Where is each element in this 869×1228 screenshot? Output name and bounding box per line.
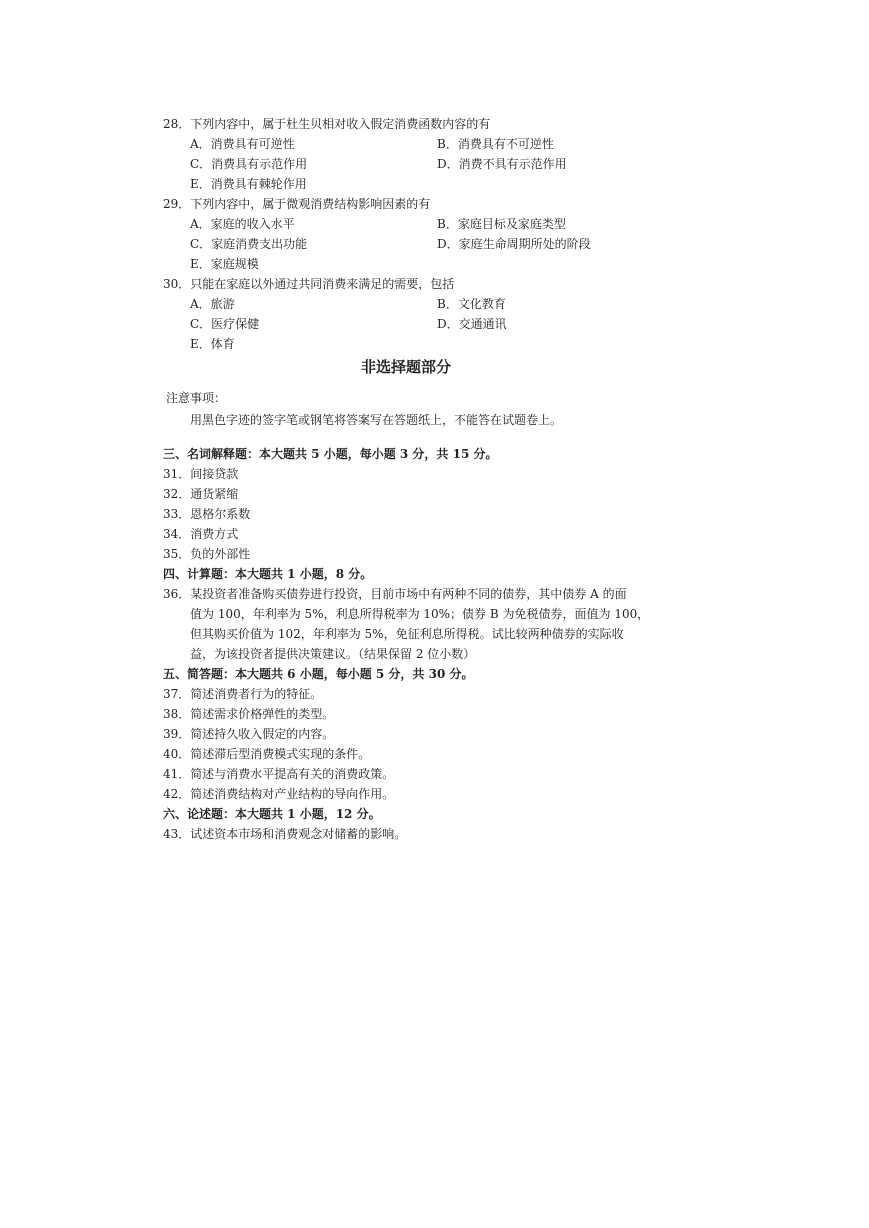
question-32: 32．通货紧缩 (163, 487, 239, 501)
question-29-stem: 29．下列内容中，属于微观消费结构影响因素的有 (163, 197, 431, 211)
question-30-option-b: B．文化教育 (437, 297, 506, 311)
question-34: 34．消费方式 (163, 527, 239, 541)
question-29-option-d: D．家庭生命周期所处的阶段 (437, 237, 591, 251)
question-28-option-b: B．消费具有不可逆性 (437, 137, 554, 151)
question-29-option-c: C．家庭消费支出功能 (190, 237, 308, 251)
question-30-option-e: E．体育 (190, 337, 235, 351)
question-29-option-a: A．家庭的收入水平 (190, 217, 295, 231)
question-39: 39．简述持久收入假定的内容。 (163, 727, 335, 741)
question-37: 37．简述消费者行为的特征。 (163, 687, 323, 701)
notice-heading: 注意事项： (166, 391, 227, 405)
question-28-stem: 28．下列内容中，属于杜生贝相对收入假定消费函数内容的有 (163, 117, 491, 131)
question-29-option-b: B．家庭目标及家庭类型 (437, 217, 566, 231)
question-30-option-d: D．交通通讯 (437, 317, 507, 331)
section-6-heading: 六、论述题：本大题共 1 小题，12 分。 (163, 807, 381, 821)
question-28-option-d: D．消费不具有示范作用 (437, 157, 567, 171)
section-5-heading: 五、简答题：本大题共 6 小题，每小题 5 分，共 30 分。 (163, 667, 474, 681)
section-3-heading: 三、名词解释题：本大题共 5 小题，每小题 3 分，共 15 分。 (163, 447, 498, 461)
part-title: 非选择题部分 (361, 358, 452, 376)
question-42: 42．简述消费结构对产业结构的导向作用。 (163, 787, 395, 801)
question-38: 38．简述需求价格弹性的类型。 (163, 707, 335, 721)
question-36-line-3: 但其购买价值为 102，年利率为 5%，免征利息所得税。试比较两种债券的实际收 (190, 627, 624, 641)
question-33: 33．恩格尔系数 (163, 507, 251, 521)
section-4-heading: 四、计算题：本大题共 1 小题，8 分。 (163, 567, 373, 581)
question-29-option-e: E．家庭规模 (190, 257, 259, 271)
notice-text: 用黑色字迹的签字笔或钢笔将答案写在答题纸上，不能答在试题卷上。 (190, 413, 563, 427)
question-30-option-c: C．医疗保健 (190, 317, 260, 331)
question-31: 31．间接贷款 (163, 467, 239, 481)
question-40: 40．简述滞后型消费模式实现的条件。 (163, 747, 371, 761)
question-43: 43．试述资本市场和消费观念对储蓄的影响。 (163, 827, 407, 841)
question-28-option-a: A．消费具有可逆性 (190, 137, 295, 151)
question-41: 41．简述与消费水平提高有关的消费政策。 (163, 767, 395, 781)
question-35: 35．负的外部性 (163, 547, 251, 561)
question-36-line-4: 益，为该投资者提供决策建议。（结果保留 2 位小数） (190, 647, 476, 661)
question-30-option-a: A．旅游 (190, 297, 235, 311)
question-36-line-2: 值为 100，年利率为 5%，利息所得税率为 10%；债券 B 为免税债券，面值为 100， (190, 607, 650, 621)
question-30-stem: 30．只能在家庭以外通过共同消费来满足的需要，包括 (163, 277, 455, 291)
question-28-option-e: E．消费具有棘轮作用 (190, 177, 307, 191)
question-36-line-1: 36．某投资者准备购买债券进行投资，目前市场中有两种不同的债券，其中债券 A 的面 (163, 587, 627, 601)
question-28-option-c: C．消费具有示范作用 (190, 157, 308, 171)
